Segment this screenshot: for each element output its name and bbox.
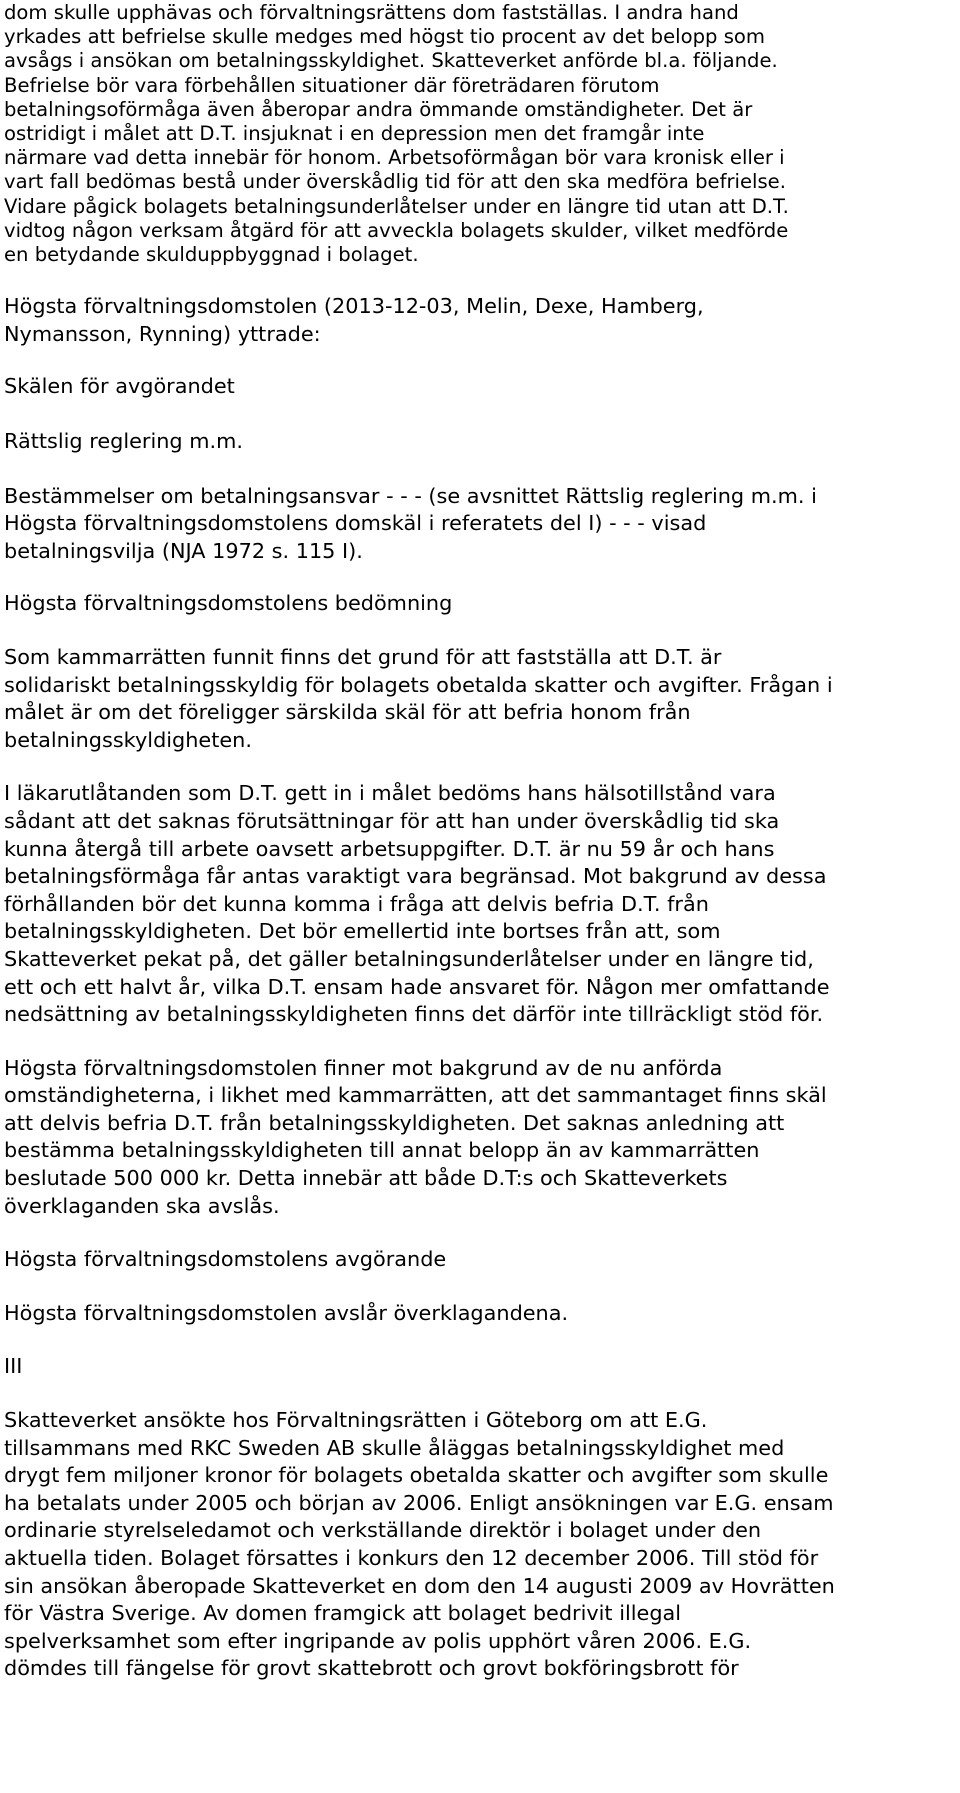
heading-skalen	[4, 373, 956, 401]
paragraph-court-intro	[4, 293, 956, 348]
text-line: bestämma betalningsskyldigheten till annat belopp än av kammarrätten	[4, 1138, 760, 1163]
text-line: beslutade 500 000 kr. Detta innebär att både D.T:s och Skatteverkets	[4, 1166, 728, 1191]
text-line: att delvis befria D.T. från betalningsskyldigheten. Det saknas anledning att	[4, 1110, 785, 1135]
text-line: en betydande skulduppbyggnad i bolaget.	[4, 243, 419, 267]
text-line: Bestämmelser om betalningsansvar - - - (se avsnittet Rättslig reglering m.m. i	[4, 483, 817, 508]
text-line: betalningsskyldigheten. Det bör emellertid inte bortses från att, som	[4, 919, 721, 944]
paragraph-avslar	[4, 1300, 956, 1328]
text-line: betalningsskyldigheten.	[4, 727, 252, 752]
text-line: ett och ett halvt år, vilka D.T. ensam hade ansvaret för. Någon mer omfattande	[4, 974, 830, 999]
text-line: spelverksamhet som efter ingripande av polis upphört våren 2006. E.G.	[4, 1628, 752, 1653]
text-line: Som kammarrätten funnit finns det grund för att fastställa att D.T. är	[4, 644, 722, 669]
text-line: Befrielse bör vara förbehållen situationer där företrädaren förutom	[4, 73, 660, 97]
text-line: yrkades att befrielse skulle medges med högst tio procent av det belopp som	[4, 25, 765, 49]
heading-text: Skälen för avgörandet	[4, 374, 235, 399]
text-line: Vidare pågick bolagets betalningsunderlåtelser under en längre tid utan att D.T.	[4, 194, 789, 218]
text-line: Högsta förvaltningsdomstolen avslår överklagandena.	[4, 1300, 569, 1325]
text-line: förhållanden bör det kunna komma i fråga att delvis befria D.T. från	[4, 891, 709, 916]
paragraph-bestammelser	[4, 483, 956, 566]
text-line: omständigheterna, i likhet med kammarrätten, att det sammantaget finns skäl	[4, 1083, 827, 1108]
text-line: aktuella tiden. Bolaget försattes i konkurs den 12 december 2006. Till stöd för	[4, 1546, 819, 1571]
text-line: avsågs i ansökan om betalningsskyldighet. Skatteverket anförde bl.a. följande.	[4, 49, 778, 73]
text-line: Nymansson, Rynning) yttrade:	[4, 321, 321, 346]
section-number	[4, 1353, 956, 1381]
text-line: för Västra Sverige. Av domen framgick att bolaget bedrivit illegal	[4, 1601, 682, 1626]
text-line: dömdes till fängelse för grovt skattebrott och grovt bokföringsbrott för	[4, 1656, 739, 1681]
heading-avgorande	[4, 1246, 956, 1274]
text-line: Högsta förvaltningsdomstolen (2013-12-03, Melin, Dexe, Hamberg,	[4, 294, 704, 319]
paragraph-lakarutlatanden	[4, 780, 956, 1028]
text-line: betalningsförmåga får antas varaktigt vara begränsad. Mot bakgrund av dessa	[4, 864, 827, 889]
text-line: Högsta förvaltningsdomstolens domskäl i referatets del I) - - - visad	[4, 511, 707, 536]
text-line: I läkarutlåtanden som D.T. gett in i målet bedöms hans hälsotillstånd vara	[4, 781, 776, 806]
heading-rattslig-reglering	[4, 428, 956, 456]
text-line: sin ansökan åberopade Skatteverket en dom den 14 augusti 2009 av Hovrätten	[4, 1573, 835, 1598]
paragraph-finner	[4, 1055, 956, 1221]
text-line: vidtog någon verksam åtgärd för att avveckla bolagets skulder, vilket medförde	[4, 218, 789, 242]
text-line: närmare vad detta innebär för honom. Arbetsoförmågan bör vara kronisk eller i	[4, 146, 785, 170]
heading-bedomning	[4, 590, 956, 618]
heading-text: III	[4, 1354, 23, 1379]
heading-text: Högsta förvaltningsdomstolens bedömning	[4, 591, 453, 616]
text-line: solidariskt betalningsskyldig för bolagets obetalda skatter och avgifter. Frågan i	[4, 672, 833, 697]
text-line: målet är om det föreligger särskilda skäl för att befria honom från	[4, 700, 691, 725]
text-line: sådant att det saknas förutsättningar för att han under överskådlig tid ska	[4, 808, 780, 833]
heading-text: Högsta förvaltningsdomstolens avgörande	[4, 1247, 447, 1272]
text-line: betalningsvilja (NJA 1972 s. 115 I).	[4, 538, 363, 563]
paragraph-skatteverket-argument	[4, 1, 956, 267]
text-line: vart fall bedömas bestå under överskådlig tid för att den ska medföra befrielse.	[4, 170, 786, 194]
text-line: Högsta förvaltningsdomstolen finner mot bakgrund av de nu anförda	[4, 1055, 723, 1080]
text-line: ostridigt i målet att D.T. insjuknat i en depression men det framgår inte	[4, 122, 705, 146]
text-line: Skatteverket pekat på, det gäller betalningsunderlåtelser under en längre tid,	[4, 946, 814, 971]
text-line: dom skulle upphävas och förvaltningsrättens dom fastställas. I andra hand	[4, 1, 739, 24]
text-line: ha betalats under 2005 och början av 2006. Enligt ansökningen var E.G. ensam	[4, 1490, 834, 1515]
paragraph-kammarratten	[4, 644, 956, 754]
text-line: kunna återgå till arbete oavsett arbetsuppgifter. D.T. är nu 59 år och hans	[4, 836, 775, 861]
text-line: ordinarie styrelseledamot och verkställande direktör i bolaget under den	[4, 1518, 762, 1543]
paragraph-skatteverket-ansokan	[4, 1407, 956, 1683]
document-page	[4, 0, 956, 1683]
text-line: tillsammans med RKC Sweden AB skulle åläggas betalningsskyldighet med	[4, 1435, 785, 1460]
text-line: drygt fem miljoner kronor för bolagets obetalda skatter och avgifter som skulle	[4, 1463, 829, 1488]
text-line: Skatteverket ansökte hos Förvaltningsrätten i Göteborg om att E.G.	[4, 1408, 708, 1433]
text-line: betalningsoförmåga även åberopar andra ömmande omständigheter. Det är	[4, 97, 753, 121]
text-line: nedsättning av betalningsskyldigheten finns det därför inte tillräckligt stöd för.	[4, 1002, 824, 1027]
heading-text: Rättslig reglering m.m.	[4, 429, 243, 454]
text-line: överklaganden ska avslås.	[4, 1193, 280, 1218]
